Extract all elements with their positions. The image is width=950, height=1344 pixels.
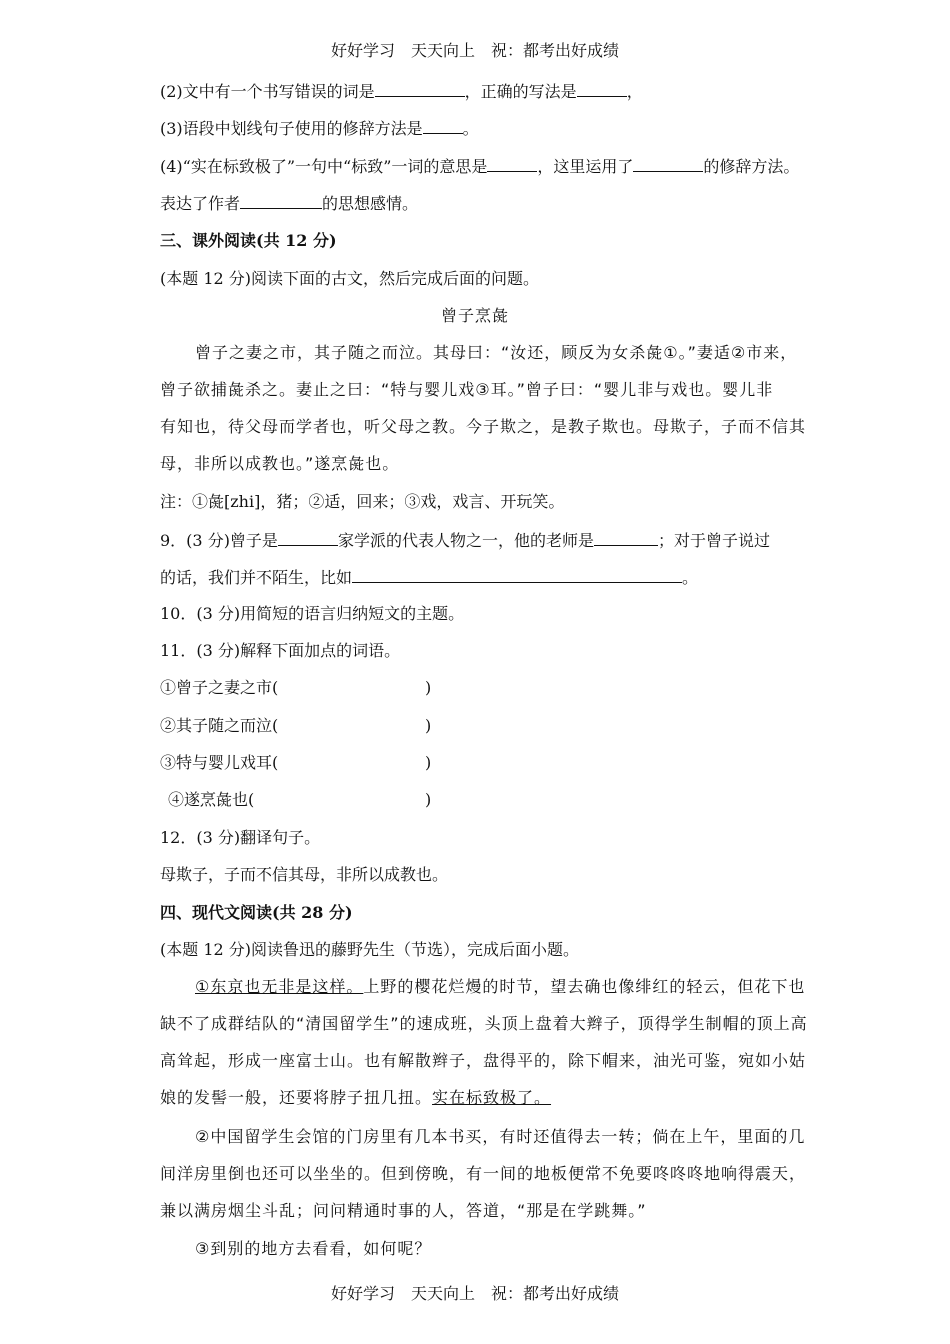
question-9: 9．(3 分)曾子是 家学派的代表人物之一，他的老师是 ；对于曾子说过 [160,531,770,550]
q11-item: ②其子随之而泣( [160,716,279,735]
question-2: (2)文中有一个书写错误的词是 ，正确的写法是 ， [160,82,643,101]
question-12-sentence: 母欺子，子而不信其母，非所以成教也。 [160,865,449,884]
q11-item: ①曾子之妻之市( [160,678,279,697]
passage-line: 间洋房里倒也还可以坐坐的。但到傍晚，有一间的地板便常不免要咚咚咚地响得震天， [160,1164,807,1183]
passage-line: 缺不了成群结队的“清国留学生”的速成班，头顶上盘着大辫子，顶得学生制帽的顶上高 [160,1014,808,1033]
section-3-intro: (本题 12 分)阅读下面的古文，然后完成后面的问题。 [160,269,540,288]
paren-close: ) [425,753,432,772]
answer-blank[interactable] [423,117,463,134]
passage-line: 娘的发髻一般，还要将脖子扭几扭。实在标致极了。 [160,1088,552,1107]
underlined-sentence: ①东京也无非是这样。 [195,977,364,996]
answer-blank[interactable] [633,155,703,172]
question-10: 10．(3 分)用简短的语言归纳短文的主题。 [160,604,465,623]
page-header: 好好学习 天天向上 祝：都考出好成绩 [330,41,619,60]
answer-blank[interactable] [487,155,537,172]
question-4-cont: 表达了作者 的思想感情。 [160,194,419,213]
passage-line: 高耸起，形成一座富士山。也有解散辫子，盘得平的，除下帽来，油光可鉴，宛如小姑 [160,1051,807,1070]
answer-blank[interactable] [352,566,682,583]
q11-item: ③特与婴儿戏耳( [160,753,279,772]
section-4-intro: (本题 12 分)阅读鲁迅的藤野先生（节选），完成后面小题。 [160,940,580,959]
question-12: 12．(3 分)翻译句子。 [160,828,321,847]
paren-close: ) [425,790,432,809]
story-line: 有知也，待父母而学者也，听父母之教。今子欺之，是教子欺也。母欺子，子而不信其 [160,417,807,436]
passage-line: ③到别的地方去看看，如何呢？ [195,1239,432,1258]
story-line: 曾子之妻之市，其子随之而泣。其母曰：“汝还，顾反为女杀彘①。”妻适②市来， [195,343,798,362]
paren-close: ) [425,716,432,735]
question-4: (4)“实在标致极了”一句中“标致”一词的意思是 ，这里运用了 的修辞方法。 [160,157,800,176]
passage-line: ①东京也无非是这样。上野的樱花烂熳的时节，望去确也像绯红的轻云，但花下也 [195,977,806,996]
story-title: 曾子烹彘 [440,306,509,325]
question-9-cont: 的话，我们并不陌生，比如 。 [160,568,699,587]
section-3-heading: 三、课外阅读(共 12 分) [160,231,337,250]
question-3: (3)语段中划线句子使用的修辞方法是 。 [160,119,479,138]
answer-blank[interactable] [375,80,465,97]
story-line: 母，非所以成教也。”遂烹彘也。 [160,454,400,473]
page-footer: 好好学习 天天向上 祝：都考出好成绩 [330,1284,619,1303]
paren-close: ) [425,678,432,697]
underlined-sentence: 实在标致极了。 [432,1088,552,1107]
section-4-heading: 四、现代文阅读(共 28 分) [160,903,353,922]
passage-line: ②中国留学生会馆的门房里有几本书买，有时还值得去一转；倘在上午，里面的几 [195,1127,806,1146]
answer-blank[interactable] [577,80,627,97]
answer-blank[interactable] [240,192,322,209]
question-11: 11．(3 分)解释下面加点的词语。 [160,641,401,660]
story-note: 注：①彘[zhi]，猪；②适，回来；③戏，戏言、开玩笑。 [160,492,565,511]
passage-line: 兼以满房烟尘斗乱；问问精通时事的人，答道，“那是在学跳舞。” [160,1201,647,1220]
story-line: 曾子欲捕彘杀之。妻止之曰：“特与婴儿戏③耳。”曾子曰：“婴儿非与戏也。婴儿非 [160,380,774,399]
answer-blank[interactable] [278,529,338,546]
answer-blank[interactable] [594,529,658,546]
q11-item: ④遂烹彘也( [168,790,255,809]
